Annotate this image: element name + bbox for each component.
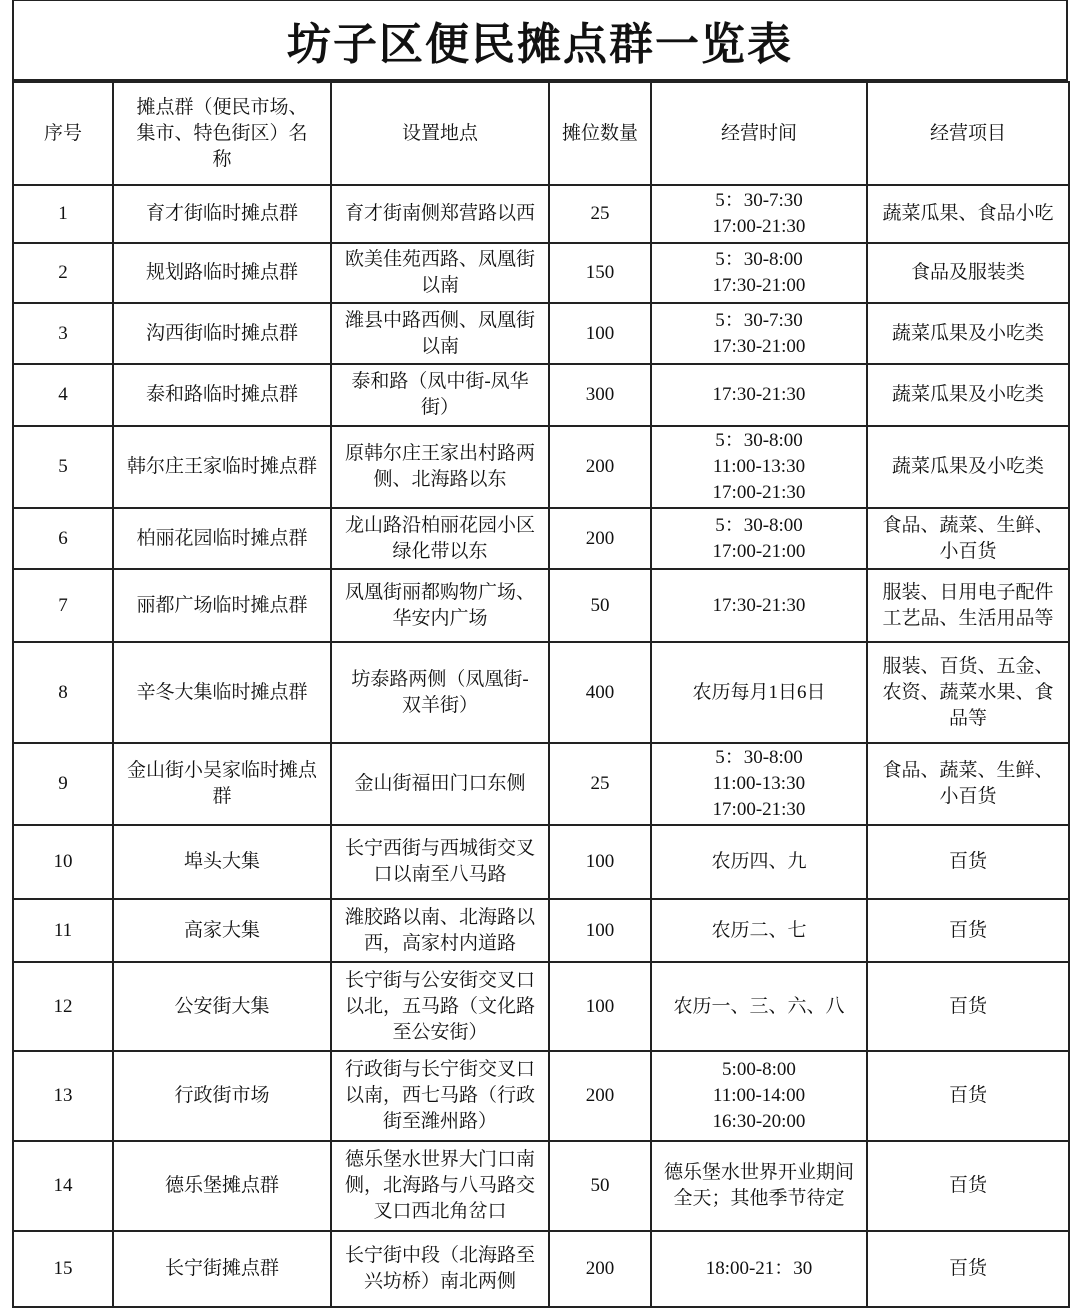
cell-text-line: 11:00-13:30 <box>712 773 806 794</box>
cell-serial-number <box>13 508 113 569</box>
cell-text-line: 丽都广场临时摊点群 <box>136 594 308 616</box>
cell-stall-count <box>549 962 651 1051</box>
cell-text-line: 5：30-8:00 <box>715 747 803 768</box>
header-business-hours <box>651 82 867 185</box>
cell-text-line: 蔬菜瓜果及小吃类 <box>891 384 1044 405</box>
cell-text-line: 服装、日用电子配件 <box>882 581 1054 603</box>
cell-business-items <box>867 508 1069 569</box>
cell-text-line: 9 <box>58 773 68 794</box>
cell-stall-count <box>549 1141 651 1231</box>
cell-serial-number <box>13 825 113 899</box>
cell-text-line: 长宁街中段（北海路至 <box>344 1245 535 1266</box>
cell-text-line: 以南，西七马路（行政 <box>344 1085 535 1106</box>
cell-serial-number <box>13 1141 113 1231</box>
header-serial-number <box>13 82 113 185</box>
cell-stall-group-name <box>113 364 331 426</box>
cell-text-line: 100 <box>585 851 615 872</box>
cell-text-line: 11 <box>53 919 73 941</box>
cell-stall-count <box>549 1051 651 1141</box>
cell-location <box>331 508 549 569</box>
cell-business-items <box>867 642 1069 743</box>
cell-text-line: 华安内广场 <box>392 607 488 629</box>
cell-stall-group-name <box>113 243 331 303</box>
cell-stall-group-name <box>113 569 331 642</box>
cell-text-line: 食品及服装类 <box>910 262 1025 283</box>
cell-text-line: 农历每月1日6日 <box>692 681 826 703</box>
cell-text-line: 长宁街与公安街交叉口 <box>344 969 535 991</box>
cell-stall-count <box>549 243 651 303</box>
table-row <box>13 243 1069 303</box>
cell-location <box>331 825 549 899</box>
cell-stall-count <box>549 508 651 569</box>
cell-business-items <box>867 1141 1069 1231</box>
cell-stall-count <box>549 1231 651 1307</box>
cell-text-line: 潍县中路西侧、凤凰街 <box>344 309 535 331</box>
cell-text-line: 泰和路临时摊点群 <box>145 384 298 405</box>
cell-text-line: 小百货 <box>939 786 997 807</box>
cell-text-line: 17:00-21:00 <box>712 540 806 562</box>
cell-text-line: 口以南至八马路 <box>373 864 507 885</box>
cell-text-line: 德乐堡水世界开业期间 <box>663 1162 854 1183</box>
cell-serial-number <box>13 743 113 825</box>
cell-text-line: 群 <box>212 786 232 807</box>
cell-text-line: 17:30-21:00 <box>712 335 806 357</box>
cell-text-line: 泰和路（凤中街-凤华 <box>351 371 529 392</box>
table-row <box>13 185 1069 243</box>
cell-text-line: 蔬菜瓜果及小吃类 <box>891 322 1044 344</box>
table-row <box>13 1141 1069 1231</box>
cell-business-hours <box>651 569 867 642</box>
cell-text-line: 韩尔庄王家临时摊点群 <box>126 456 317 477</box>
cell-text-line: 凤凰街丽都购物广场、 <box>344 581 535 603</box>
cell-text-line: 经营时间 <box>720 122 797 144</box>
header-row <box>13 82 1069 185</box>
cell-text-line: 叉口西北角岔口 <box>373 1201 507 1222</box>
cell-business-hours <box>651 185 867 243</box>
cell-business-items <box>867 962 1069 1051</box>
cell-text-line: 16:30-20:00 <box>712 1111 806 1132</box>
cell-text-line: 街） <box>420 397 459 418</box>
cell-text-line: 15 <box>53 1258 73 1279</box>
cell-stall-group-name <box>113 508 331 569</box>
table-row <box>13 1231 1069 1307</box>
cell-text-line: 300 <box>585 384 615 405</box>
cell-text-line: 100 <box>585 919 615 941</box>
cell-text-line: 兴坊桥）南北两侧 <box>363 1271 516 1292</box>
cell-business-hours <box>651 364 867 426</box>
cell-business-items <box>867 426 1069 508</box>
cell-text-line: 高家大集 <box>183 919 260 941</box>
cell-text-line: 200 <box>585 527 615 549</box>
cell-text-line: 德乐堡摊点群 <box>164 1175 279 1196</box>
cell-location <box>331 743 549 825</box>
table-row <box>13 1051 1069 1141</box>
cell-text-line: 150 <box>585 262 615 283</box>
cell-business-items <box>867 243 1069 303</box>
cell-business-hours <box>651 1051 867 1141</box>
cell-text-line: 设置地点 <box>401 122 478 144</box>
cell-stall-group-name <box>113 1231 331 1307</box>
cell-text-line: 17:30-21:30 <box>712 384 806 405</box>
cell-text-line: 5：30-8:00 <box>715 514 803 536</box>
cell-text-line: 5:00-8:00 <box>722 1059 796 1080</box>
table-row <box>13 426 1069 508</box>
cell-text-line: 200 <box>585 1258 615 1279</box>
cell-text-line: 50 <box>590 594 610 616</box>
page-title: 坊子区便民摊点群一览表 <box>12 0 1068 81</box>
cell-text-line: 7 <box>58 594 68 616</box>
header-location <box>331 82 549 185</box>
cell-text-line: 10 <box>53 851 73 872</box>
cell-text-line: 双羊街） <box>401 694 478 716</box>
cell-text-line: 17:30-21:00 <box>712 275 806 296</box>
cell-text-line: 食品、蔬菜、生鲜、 <box>882 514 1054 536</box>
cell-business-items <box>867 743 1069 825</box>
table-row <box>13 569 1069 642</box>
cell-text-line: 称 <box>212 148 232 170</box>
cell-text-line: 潍胶路以南、北海路以 <box>344 906 535 928</box>
cell-text-line: 原韩尔庄王家出村路两 <box>344 443 535 464</box>
cell-location <box>331 1231 549 1307</box>
cell-business-items <box>867 364 1069 426</box>
cell-location <box>331 1141 549 1231</box>
cell-text-line: 17:00-21:30 <box>712 216 806 237</box>
cell-text-line: 小百货 <box>939 540 997 562</box>
header-stall-count <box>549 82 651 185</box>
cell-text-line: 西，高家村内道路 <box>363 932 516 954</box>
cell-text-line: 6 <box>58 527 68 549</box>
cell-text-line: 龙山路沿柏丽花园小区 <box>344 514 535 536</box>
cell-text-line: 蔬菜瓜果及小吃类 <box>891 456 1044 477</box>
cell-text-line: 摊点群（便民市场、 <box>136 96 308 118</box>
cell-stall-group-name <box>113 303 331 364</box>
cell-text-line: 服装、百货、五金、 <box>882 655 1054 677</box>
cell-text-line: 食品、蔬菜、生鲜、 <box>882 760 1054 781</box>
cell-text-line: 200 <box>585 1085 615 1106</box>
cell-text-line: 柏丽花园临时摊点群 <box>136 527 308 549</box>
cell-text-line: 百货 <box>948 919 987 941</box>
cell-text-line: 17:00-21:30 <box>712 482 806 503</box>
cell-stall-group-name <box>113 426 331 508</box>
cell-text-line: 街至潍州路） <box>382 1111 497 1132</box>
cell-text-line: 8 <box>58 681 68 703</box>
header-stall-group-name <box>113 82 331 185</box>
cell-business-items <box>867 825 1069 899</box>
cell-business-hours <box>651 1231 867 1307</box>
cell-text-line: 百货 <box>948 1085 987 1106</box>
cell-serial-number <box>13 185 113 243</box>
cell-text-line: 12 <box>53 995 73 1017</box>
cell-text-line: 3 <box>58 322 68 344</box>
cell-text-line: 以南 <box>420 275 459 296</box>
cell-text-line: 18:00-21：30 <box>705 1258 813 1279</box>
cell-text-line: 蔬菜瓜果、食品小吃 <box>882 203 1054 224</box>
cell-text-line: 摊位数量 <box>561 122 638 144</box>
cell-stall-group-name <box>113 899 331 962</box>
table-row <box>13 743 1069 825</box>
table-row <box>13 508 1069 569</box>
cell-stall-group-name <box>113 1141 331 1231</box>
cell-stall-count <box>549 743 651 825</box>
cell-text-line: 农历二、七 <box>711 919 807 941</box>
cell-business-hours <box>651 899 867 962</box>
cell-stall-group-name <box>113 962 331 1051</box>
cell-text-line: 5：30-8:00 <box>715 249 803 270</box>
cell-serial-number <box>13 426 113 508</box>
stall-table <box>12 81 1070 1308</box>
cell-serial-number <box>13 364 113 426</box>
cell-text-line: 欧美佳苑西路、凤凰街 <box>344 249 535 270</box>
cell-business-hours <box>651 642 867 743</box>
cell-text-line: 13 <box>53 1085 73 1106</box>
cell-serial-number <box>13 303 113 364</box>
cell-text-line: 埠头大集 <box>183 851 260 872</box>
cell-text-line: 25 <box>590 773 610 794</box>
cell-text-line: 品等 <box>948 707 987 729</box>
cell-serial-number <box>13 1051 113 1141</box>
cell-text-line: 以南 <box>420 335 459 357</box>
cell-business-items <box>867 1051 1069 1141</box>
cell-location <box>331 364 549 426</box>
cell-business-items <box>867 899 1069 962</box>
table-row <box>13 962 1069 1051</box>
cell-text-line: 17:30-21:30 <box>712 594 806 616</box>
cell-business-hours <box>651 962 867 1051</box>
cell-text-line: 行政街市场 <box>174 1085 270 1106</box>
cell-text-line: 17:00-21:30 <box>712 799 806 820</box>
cell-text-line: 序号 <box>43 122 82 144</box>
cell-business-hours <box>651 743 867 825</box>
cell-text-line: 25 <box>590 203 610 224</box>
cell-business-hours <box>651 1141 867 1231</box>
cell-serial-number <box>13 569 113 642</box>
cell-stall-group-name <box>113 825 331 899</box>
cell-text-line: 400 <box>585 681 615 703</box>
cell-stall-group-name <box>113 1051 331 1141</box>
cell-text-line: 14 <box>53 1175 73 1196</box>
cell-location <box>331 426 549 508</box>
table-row <box>13 364 1069 426</box>
cell-location <box>331 569 549 642</box>
cell-text-line: 规划路临时摊点群 <box>145 262 298 283</box>
cell-stall-count <box>549 303 651 364</box>
table-row <box>13 825 1069 899</box>
cell-location <box>331 185 549 243</box>
cell-business-hours <box>651 303 867 364</box>
cell-text-line: 辛冬大集临时摊点群 <box>136 681 308 703</box>
table-row <box>13 303 1069 364</box>
cell-text-line: 50 <box>590 1175 610 1196</box>
document <box>12 0 1068 1308</box>
cell-text-line: 侧、北海路以东 <box>373 469 507 490</box>
cell-business-hours <box>651 243 867 303</box>
cell-stall-count <box>549 899 651 962</box>
cell-text-line: 1 <box>58 203 68 224</box>
cell-text-line: 100 <box>585 322 615 344</box>
cell-stall-count <box>549 426 651 508</box>
cell-stall-count <box>549 185 651 243</box>
cell-text-line: 2 <box>58 262 68 283</box>
cell-text-line: 200 <box>585 456 615 477</box>
cell-text-line: 育才街南侧郑营路以西 <box>344 203 535 224</box>
cell-stall-count <box>549 364 651 426</box>
cell-location <box>331 1051 549 1141</box>
cell-text-line: 11:00-14:00 <box>712 1085 806 1106</box>
cell-business-items <box>867 185 1069 243</box>
cell-text-line: 100 <box>585 995 615 1017</box>
cell-stall-count <box>549 642 651 743</box>
cell-text-line: 集市、特色街区）名 <box>136 122 308 144</box>
cell-text-line: 以北，五马路（文化路 <box>344 995 535 1017</box>
cell-text-line: 绿化带以东 <box>392 540 488 562</box>
cell-text-line: 长宁西街与西城街交叉 <box>344 838 535 859</box>
cell-serial-number <box>13 1231 113 1307</box>
cell-stall-count <box>549 569 651 642</box>
cell-text-line: 4 <box>58 384 68 405</box>
cell-location <box>331 962 549 1051</box>
cell-text-line: 经营项目 <box>929 122 1006 144</box>
cell-business-hours <box>651 825 867 899</box>
cell-location <box>331 899 549 962</box>
cell-serial-number <box>13 642 113 743</box>
cell-text-line: 至公安街） <box>392 1021 488 1043</box>
cell-text-line: 金山街小吴家临时摊点 <box>126 760 317 781</box>
cell-stall-group-name <box>113 743 331 825</box>
cell-text-line: 行政街与长宁街交叉口 <box>344 1059 535 1080</box>
cell-text-line: 5 <box>58 456 68 477</box>
cell-text-line: 公安街大集 <box>174 995 270 1017</box>
cell-stall-count <box>549 825 651 899</box>
table-row <box>13 899 1069 962</box>
cell-text-line: 坊泰路两侧（凤凰街- <box>351 668 529 690</box>
cell-location <box>331 243 549 303</box>
cell-text-line: 农资、蔬菜水果、食 <box>882 681 1054 703</box>
cell-text-line: 5：30-8:00 <box>715 430 803 451</box>
cell-text-line: 百货 <box>948 851 987 872</box>
cell-text-line: 百货 <box>948 1175 987 1196</box>
cell-text-line: 农历一、三、六、八 <box>673 995 845 1017</box>
cell-location <box>331 642 549 743</box>
cell-stall-group-name <box>113 642 331 743</box>
cell-business-items <box>867 303 1069 364</box>
cell-business-items <box>867 1231 1069 1307</box>
cell-text-line: 育才街临时摊点群 <box>145 203 298 224</box>
cell-stall-group-name <box>113 185 331 243</box>
cell-text-line: 长宁街摊点群 <box>164 1258 279 1279</box>
cell-text-line: 工艺品、生活用品等 <box>882 607 1054 629</box>
cell-business-items <box>867 569 1069 642</box>
cell-serial-number <box>13 962 113 1051</box>
header-business-items <box>867 82 1069 185</box>
cell-text-line: 百货 <box>948 995 987 1017</box>
cell-text-line: 百货 <box>948 1258 987 1279</box>
cell-text-line: 全天；其他季节待定 <box>673 1188 845 1209</box>
cell-text-line: 金山街福田门口东侧 <box>354 773 526 794</box>
cell-text-line: 5：30-7:30 <box>715 309 803 331</box>
cell-text-line: 5：30-7:30 <box>715 190 803 211</box>
cell-text-line: 沟西街临时摊点群 <box>145 322 298 344</box>
cell-text-line: 侧，北海路与八马路交 <box>344 1175 535 1196</box>
table-row <box>13 642 1069 743</box>
cell-business-hours <box>651 426 867 508</box>
cell-text-line: 农历四、九 <box>711 851 807 872</box>
cell-text-line: 德乐堡水世界大门口南 <box>344 1149 535 1170</box>
cell-serial-number <box>13 899 113 962</box>
cell-business-hours <box>651 508 867 569</box>
cell-text-line: 11:00-13:30 <box>712 456 806 477</box>
cell-serial-number <box>13 243 113 303</box>
cell-location <box>331 303 549 364</box>
